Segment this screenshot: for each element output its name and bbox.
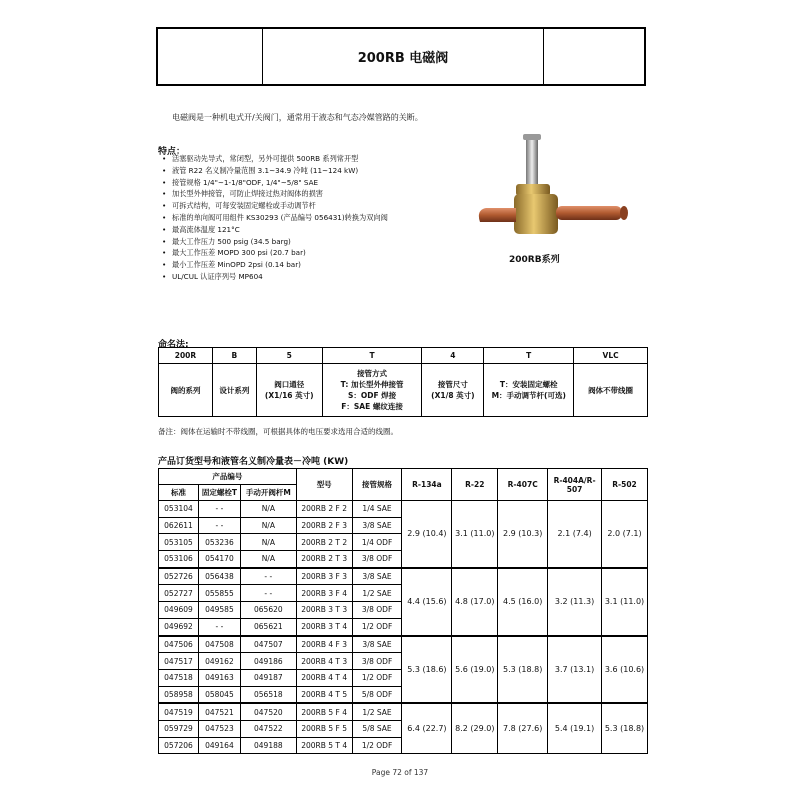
capacity-cell: 3.2 (11.3) — [548, 568, 602, 636]
capacity-cell: 3.7 (13.1) — [548, 636, 602, 704]
table-cell: - - — [198, 501, 240, 518]
feature-item: • 活塞驱动先导式，常闭型，另外可提供 500RB 系列常开型 — [162, 153, 462, 165]
table-cell: 049163 — [198, 669, 240, 686]
naming-meaning-cell — [574, 364, 648, 417]
table-cell: 3/8 SAE — [352, 517, 402, 534]
table-cell: 047506 — [159, 636, 199, 653]
table-cell: 052727 — [159, 585, 199, 602]
table-cell: 200RB 2 T 2 — [296, 534, 352, 551]
table-cell: 058958 — [159, 686, 199, 703]
naming-meaning-cell — [322, 364, 422, 417]
model-header: 型号 — [296, 469, 352, 501]
refrigerant-header: R-22 — [452, 469, 498, 501]
table-row — [159, 636, 648, 653]
table-cell: 053105 — [159, 534, 199, 551]
capacity-cell: 2.9 (10.4) — [402, 501, 452, 568]
solenoid-valve-image — [476, 126, 636, 246]
naming-table — [158, 347, 648, 417]
naming-meaning-line: T：安装固定螺栓 — [499, 380, 558, 389]
features-list — [162, 153, 462, 283]
table-cell: - - — [198, 618, 240, 635]
order-table-title: 产品订货型号和液管名义制冷量表－冷吨 (KW) — [158, 457, 349, 467]
sub-header-standard: 标准 — [159, 485, 199, 501]
feature-item: • 液管 R22 名义制冷量范围 3.1~34.9 冷吨 (11~124 kW) — [162, 165, 462, 177]
table-cell: 200RB 2 F 3 — [296, 517, 352, 534]
table-cell: 049186 — [240, 653, 296, 670]
table-cell: 049164 — [198, 737, 240, 754]
naming-code-cell: B — [212, 348, 256, 364]
intro-text: 电磁阀是一种机电式开/关阀门，通常用于液态和气态冷媒管路的关断。 — [172, 113, 423, 122]
table-cell: 200RB 4 F 3 — [296, 636, 352, 653]
table-cell: 3/8 ODF — [352, 653, 402, 670]
table-cell: 049162 — [198, 653, 240, 670]
capacity-cell: 7.8 (27.6) — [498, 703, 548, 754]
refrigerant-header: R-502 — [602, 469, 648, 501]
capacity-cell: 5.4 (19.1) — [548, 703, 602, 754]
feature-item: • UL/CUL 认证序列号 MP604 — [162, 271, 462, 283]
table-cell: 056518 — [240, 686, 296, 703]
naming-meaning-cell — [159, 364, 213, 417]
page-footer: Page 72 of 137 — [371, 768, 429, 777]
refrigerant-header: R-404A/R-507 — [548, 469, 602, 501]
naming-meaning-line: 阀的系列 — [170, 385, 201, 395]
table-cell: 200RB 3 T 4 — [296, 618, 352, 635]
table-cell: 200RB 2 F 2 — [296, 501, 352, 518]
table-cell: 3/8 ODF — [352, 602, 402, 619]
table-cell: 1/2 ODF — [352, 737, 402, 754]
features-title: 特点： — [158, 147, 186, 157]
table-cell: 1/2 SAE — [352, 585, 402, 602]
capacity-cell: 5.3 (18.8) — [602, 703, 648, 754]
capacity-cell: 5.3 (18.6) — [402, 636, 452, 704]
table-cell: 200RB 2 T 3 — [296, 551, 352, 568]
table-cell: 054170 — [198, 551, 240, 568]
table-cell: 055855 — [198, 585, 240, 602]
feature-item: • 加长型外伸接管，可防止焊接过热对阀体的损害 — [162, 188, 462, 200]
capacity-cell: 2.9 (10.3) — [498, 501, 548, 568]
table-cell: N/A — [240, 534, 296, 551]
naming-meaning-line: 接管方式 — [357, 369, 388, 378]
table-cell: 1/2 ODF — [352, 618, 402, 635]
feature-item: • 最高流体温度 121°C — [162, 224, 462, 236]
naming-note: 备注：阀体在运输时不带线圈，可根据具体的电压要求选用合适的线圈。 — [158, 427, 398, 436]
header-box — [156, 27, 646, 86]
capacity-cell: 2.1 (7.4) — [548, 501, 602, 568]
table-cell: 1/4 ODF — [352, 534, 402, 551]
table-cell: 052726 — [159, 568, 199, 585]
table-cell: 1/2 ODF — [352, 669, 402, 686]
table-cell: - - — [240, 585, 296, 602]
naming-meaning-cell — [212, 364, 256, 417]
table-cell: 3/8 SAE — [352, 636, 402, 653]
table-cell: 200RB 3 T 3 — [296, 602, 352, 619]
capacity-cell: 4.5 (16.0) — [498, 568, 548, 636]
table-row — [159, 703, 648, 720]
capacity-cell: 5.3 (18.8) — [498, 636, 548, 704]
table-row — [159, 501, 648, 518]
page-title: 200RB 电磁阀 — [263, 29, 544, 84]
feature-item: • 可拆式结构，可每安装固定螺栓或手动调节杆 — [162, 200, 462, 212]
table-cell: - - — [198, 517, 240, 534]
table-cell: - - — [240, 568, 296, 585]
naming-meaning-line: S：ODF 焊接 — [347, 391, 397, 400]
table-cell: 1/4 SAE — [352, 501, 402, 518]
order-table — [158, 468, 648, 754]
capacity-cell: 4.4 (15.6) — [402, 568, 452, 636]
table-cell: 5/8 SAE — [352, 720, 402, 737]
table-cell: 059729 — [159, 720, 199, 737]
table-cell: 053106 — [159, 551, 199, 568]
table-cell: 053104 — [159, 501, 199, 518]
naming-meaning-line: 阀体不带线圈 — [588, 385, 634, 395]
naming-code-cell: VLC — [574, 348, 648, 364]
naming-code-cell: 5 — [256, 348, 322, 364]
capacity-cell: 6.4 (22.7) — [402, 703, 452, 754]
naming-meaning-line: M：手动调节杆(可选) — [491, 391, 566, 400]
capacity-cell: 8.2 (29.0) — [452, 703, 498, 754]
table-cell: 049692 — [159, 618, 199, 635]
naming-meaning-line: F：SAE 螺纹连接 — [341, 402, 403, 411]
capacity-cell: 5.6 (19.0) — [452, 636, 498, 704]
connection-header: 接管规格 — [352, 469, 402, 501]
table-cell: 200RB 5 F 4 — [296, 703, 352, 720]
table-cell: 200RB 4 T 5 — [296, 686, 352, 703]
table-cell: 047519 — [159, 703, 199, 720]
feature-item: • 标准的单向阀可用组件 KS30293 (产品编号 056431)转换为双向阀 — [162, 212, 462, 224]
naming-meaning-line: T: 加长型外伸接管 — [340, 380, 404, 389]
table-cell: 200RB 3 F 4 — [296, 585, 352, 602]
table-cell: 200RB 4 T 3 — [296, 653, 352, 670]
table-cell: 049188 — [240, 737, 296, 754]
table-row — [159, 568, 648, 585]
table-cell: 047520 — [240, 703, 296, 720]
naming-code-cell: T — [484, 348, 574, 364]
sub-header-fixed-bolt: 固定螺栓T — [198, 485, 240, 501]
table-cell: 049609 — [159, 602, 199, 619]
capacity-cell: 3.1 (11.0) — [602, 568, 648, 636]
table-cell: 3/8 ODF — [352, 551, 402, 568]
table-cell: 5/8 ODF — [352, 686, 402, 703]
table-cell: 047522 — [240, 720, 296, 737]
table-cell: 047507 — [240, 636, 296, 653]
naming-code-cell: 200R — [159, 348, 213, 364]
naming-meaning-cell — [422, 364, 484, 417]
valve-caption: 200RB系列 — [509, 255, 560, 265]
table-cell: 056438 — [198, 568, 240, 585]
naming-meaning-line: (X1/16 英寸) — [264, 391, 314, 400]
sub-header-manual-stem: 手动开阀杆M — [240, 485, 296, 501]
feature-item: • 接管规格 1/4"~1-1/8"ODF, 1/4"~5/8" SAE — [162, 177, 462, 189]
refrigerant-header: R-134a — [402, 469, 452, 501]
table-cell: 047521 — [198, 703, 240, 720]
feature-item: • 最大工作压力 500 psig (34.5 barg) — [162, 236, 462, 248]
table-cell: 047517 — [159, 653, 199, 670]
naming-meaning-line: 设计系列 — [219, 385, 250, 395]
table-cell: 200RB 3 F 3 — [296, 568, 352, 585]
table-cell: 200RB 5 F 5 — [296, 720, 352, 737]
capacity-cell: 2.0 (7.1) — [602, 501, 648, 568]
capacity-cell: 3.6 (10.6) — [602, 636, 648, 704]
table-cell: 065620 — [240, 602, 296, 619]
feature-item: • 最小工作压差 MinOPD 2psi (0.14 bar) — [162, 259, 462, 271]
header-cell-right — [544, 29, 644, 84]
feature-item: • 最大工作压差 MOPD 300 psi (20.7 bar) — [162, 247, 462, 259]
table-cell: 047518 — [159, 669, 199, 686]
table-cell: 049187 — [240, 669, 296, 686]
table-cell: 062611 — [159, 517, 199, 534]
table-cell: 057206 — [159, 737, 199, 754]
refrigerant-header: R-407C — [498, 469, 548, 501]
table-cell: 1/2 SAE — [352, 703, 402, 720]
header-cell-left — [158, 29, 263, 84]
table-cell: 047508 — [198, 636, 240, 653]
naming-code-cell: T — [322, 348, 422, 364]
naming-code-cell: 4 — [422, 348, 484, 364]
table-cell: 065621 — [240, 618, 296, 635]
naming-title: 命名法: — [158, 340, 189, 350]
naming-meaning-line: (X1/8 英寸) — [431, 391, 475, 400]
naming-meaning-line: 接管尺寸 — [437, 380, 468, 389]
table-cell: 200RB 4 T 4 — [296, 669, 352, 686]
table-cell: N/A — [240, 517, 296, 534]
naming-meaning-line: 阀口通径 — [274, 380, 305, 389]
table-cell: 047523 — [198, 720, 240, 737]
product-number-header: 产品编号 — [159, 469, 297, 485]
naming-meaning-cell — [256, 364, 322, 417]
table-cell: 058045 — [198, 686, 240, 703]
naming-meaning-cell — [484, 364, 574, 417]
table-cell: 053236 — [198, 534, 240, 551]
capacity-cell: 4.8 (17.0) — [452, 568, 498, 636]
table-cell: N/A — [240, 501, 296, 518]
table-cell: N/A — [240, 551, 296, 568]
capacity-cell: 3.1 (11.0) — [452, 501, 498, 568]
table-cell: 200RB 5 T 4 — [296, 737, 352, 754]
table-cell: 3/8 SAE — [352, 568, 402, 585]
table-cell: 049585 — [198, 602, 240, 619]
